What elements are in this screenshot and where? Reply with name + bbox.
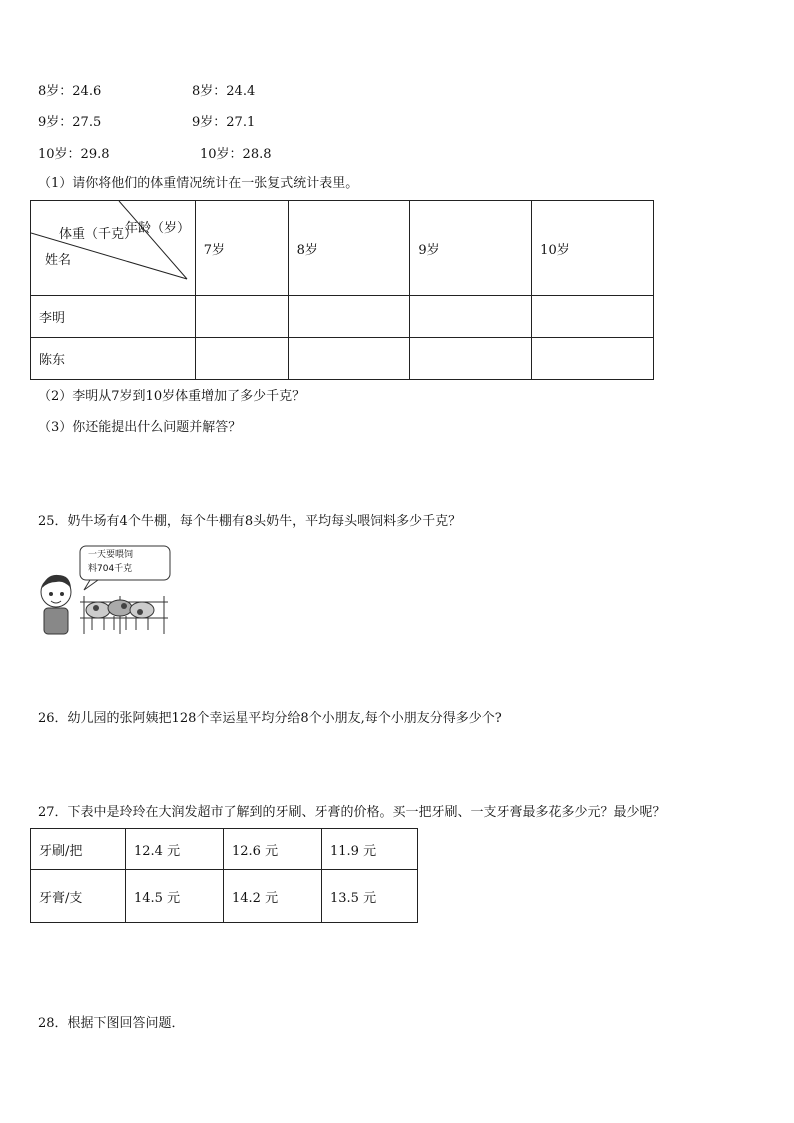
table-cell[interactable] <box>195 296 288 338</box>
li-weight-10: 10岁：29.8 <box>38 147 110 162</box>
row-header-li: 李明 <box>31 296 196 338</box>
header-name-label: 姓名 <box>45 253 72 268</box>
table-cell[interactable] <box>195 338 288 380</box>
price-cell: 12.4 元 <box>126 829 224 870</box>
table-cell[interactable] <box>532 338 654 380</box>
price-row-label: 牙膏/支 <box>31 870 126 923</box>
header-age-label: 年龄（岁） <box>125 221 191 236</box>
price-cell: 11.9 元 <box>322 829 418 870</box>
bubble-text-line2: 料704千克 <box>88 564 133 574</box>
price-cell: 14.2 元 <box>224 870 322 923</box>
q28-text: 28．根据下图回答问题． <box>38 1016 185 1031</box>
price-cell: 12.6 元 <box>224 829 322 870</box>
chen-weight-9: 9岁：27.1 <box>192 115 256 130</box>
table-cell[interactable] <box>410 338 532 380</box>
li-weight-9: 9岁：27.5 <box>38 115 102 130</box>
boy-and-cows-illustration <box>36 544 172 636</box>
table-cell[interactable] <box>532 296 654 338</box>
table-cell[interactable] <box>410 296 532 338</box>
bubble-text-line1: 一天要喂饲 <box>88 550 134 560</box>
col-header-8: 8岁 <box>288 201 410 296</box>
price-cell: 14.5 元 <box>126 870 224 923</box>
q26-text: 26．幼儿园的张阿姨把128个幸运星平均分给8个小朋友,每个小朋友分得多少个? <box>38 711 502 726</box>
chen-weight-8: 8岁：24.4 <box>192 84 256 99</box>
q25-text: 25．奶牛场有4个牛棚，每个牛棚有8头奶牛，平均每头喂饲料多少千克？ <box>38 514 462 529</box>
price-row-label: 牙刷/把 <box>31 829 126 870</box>
diagonal-header-cell <box>31 201 196 296</box>
chen-weight-10: 10岁：28.8 <box>200 147 272 162</box>
li-weight-8: 8岁：24.6 <box>38 84 102 99</box>
q24-part2: （2）李明从7岁到10岁体重增加了多少千克？ <box>38 389 306 404</box>
table-cell[interactable] <box>288 338 410 380</box>
price-table <box>30 828 418 923</box>
q24-part1: （1）请你将他们的体重情况统计在一张复式统计表里。 <box>38 176 359 191</box>
q24-part3: （3）你还能提出什么问题并解答？ <box>38 420 242 435</box>
col-header-10: 10岁 <box>532 201 654 296</box>
price-cell: 13.5 元 <box>322 870 418 923</box>
header-weight-label: 体重（千克） <box>59 227 138 242</box>
row-header-chen: 陈东 <box>31 338 196 380</box>
col-header-9: 9岁 <box>410 201 532 296</box>
weight-table <box>30 200 654 380</box>
table-cell[interactable] <box>288 296 410 338</box>
col-header-7: 7岁 <box>195 201 288 296</box>
q27-text: 27．下表中是玲玲在大润发超市了解到的牙刷、牙膏的价格。买一把牙刷、一支牙膏最多花多少元？最少呢？ <box>38 805 666 820</box>
